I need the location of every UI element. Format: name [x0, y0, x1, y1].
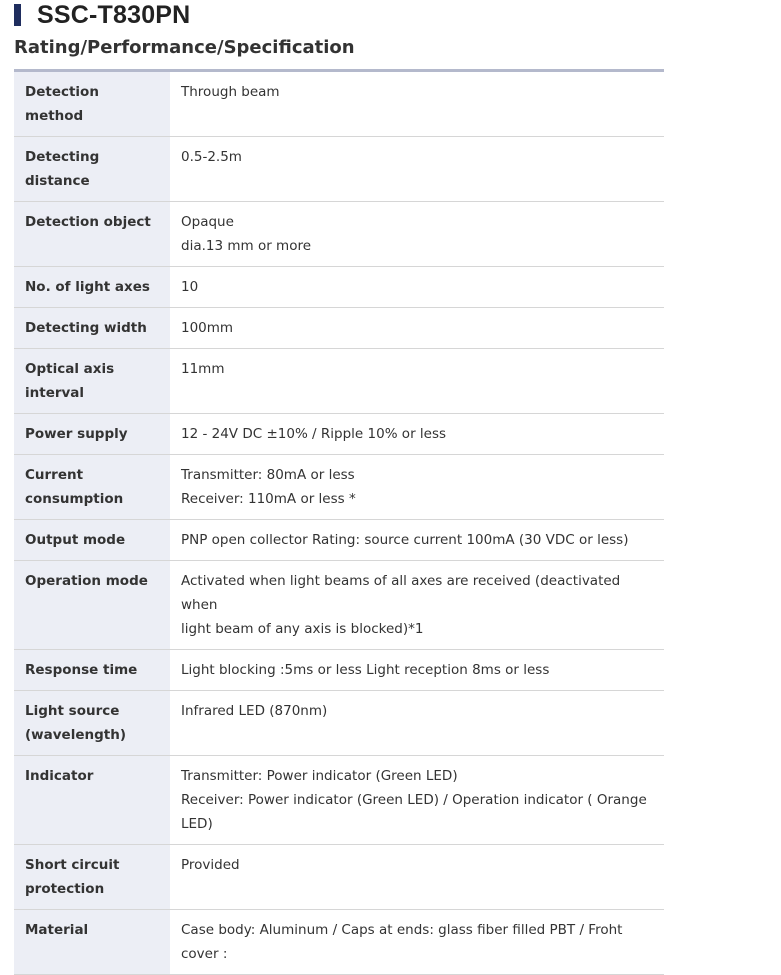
spec-row — [14, 520, 664, 561]
spec-label: Indicator — [25, 768, 94, 784]
spec-label-cell — [14, 455, 170, 520]
spec-value: Transmitter: 80mA or less — [181, 467, 355, 483]
spec-value-cell — [170, 202, 664, 267]
spec-value: 10 — [181, 279, 199, 295]
spec-value: Activated when light beams of all axes are received (deactivated when — [181, 573, 621, 613]
spec-value: Transmitter: Power indicator (Green LED) — [181, 768, 458, 784]
spec-value: Receiver: Power indicator (Green LED) / Operation indicator ( Orange — [181, 792, 647, 808]
spec-row — [14, 455, 664, 520]
spec-value-cell — [170, 137, 664, 202]
spec-label-cell — [14, 756, 170, 845]
spec-label-cell — [14, 137, 170, 202]
spec-row — [14, 308, 664, 349]
spec-value: 12 - 24V DC ±10% / Ripple 10% or less — [181, 426, 447, 442]
spec-row — [14, 561, 664, 650]
spec-value-cell — [170, 349, 664, 414]
spec-value-cell — [170, 455, 664, 520]
spec-label-cell — [14, 691, 170, 756]
spec-label-cell — [14, 72, 170, 137]
spec-value-cell — [170, 308, 664, 349]
spec-label: Optical axis — [25, 361, 115, 377]
spec-label: Detection object — [25, 214, 151, 230]
spec-label: Short circuit — [25, 857, 120, 873]
spec-label: (wavelength) — [25, 727, 126, 743]
spec-label: interval — [25, 385, 85, 401]
spec-value: Through beam — [181, 84, 280, 100]
spec-row — [14, 267, 664, 308]
spec-label: Detection method — [25, 84, 99, 124]
spec-value: Opaque — [181, 214, 234, 230]
spec-value-cell — [170, 267, 664, 308]
spec-value-cell — [170, 414, 664, 455]
spec-value-cell — [170, 910, 664, 975]
title-accent-bar — [14, 4, 21, 26]
spec-label: Current — [25, 467, 84, 483]
spec-value-cell — [170, 520, 664, 561]
spec-value: Provided — [181, 857, 240, 873]
spec-label: Detecting width — [25, 320, 147, 336]
spec-value-cell — [170, 650, 664, 691]
spec-value: Light blocking :5ms or less Light reception 8ms or less — [181, 662, 550, 678]
product-title-text: SSC-T830PN — [37, 0, 191, 29]
spec-label: Detecting distance — [25, 149, 100, 189]
spec-label: Response time — [25, 662, 138, 678]
spec-label-cell — [14, 650, 170, 691]
spec-value: 100mm — [181, 320, 234, 336]
spec-value-cell — [170, 561, 664, 650]
spec-row — [14, 650, 664, 691]
spec-value: Infrared LED (870nm) — [181, 703, 328, 719]
spec-row — [14, 910, 664, 975]
spec-row — [14, 72, 664, 137]
spec-row — [14, 202, 664, 267]
spec-label: Material — [25, 922, 89, 938]
spec-row — [14, 691, 664, 756]
spec-label: Operation mode — [25, 573, 148, 589]
spec-value-cell — [170, 756, 664, 845]
spec-label-cell — [14, 910, 170, 975]
spec-label-cell — [14, 520, 170, 561]
section-heading: Rating/Performance/Specification — [14, 37, 355, 58]
spec-value: dia.13 mm or more — [181, 238, 312, 254]
spec-label-cell — [14, 349, 170, 414]
spec-label-cell — [14, 414, 170, 455]
spec-label-cell — [14, 202, 170, 267]
spec-value-cell — [170, 72, 664, 137]
spec-value: Case body: Aluminum / Caps at ends: glass fiber filled PBT / Froht cover : — [181, 922, 623, 962]
spec-value: Receiver: 110mA or less * — [181, 491, 356, 507]
spec-label: Light source — [25, 703, 120, 719]
spec-label: consumption — [25, 491, 124, 507]
spec-row — [14, 845, 664, 910]
spec-row — [14, 137, 664, 202]
spec-label-cell — [14, 267, 170, 308]
spec-row — [14, 414, 664, 455]
spec-value: PNP open collector Rating: source current 100mA (30 VDC or less) — [181, 532, 629, 548]
spec-value: light beam of any axis is blocked)*1 — [181, 621, 424, 637]
spec-label-cell — [14, 308, 170, 349]
product-title — [14, 1, 190, 29]
spec-value: 0.5-2.5m — [181, 149, 242, 165]
spec-label: Output mode — [25, 532, 126, 548]
spec-label: Power supply — [25, 426, 128, 442]
specification-table-body — [14, 72, 664, 975]
spec-label-cell — [14, 845, 170, 910]
spec-row — [14, 756, 664, 845]
spec-row — [14, 349, 664, 414]
spec-value: 11mm — [181, 361, 225, 377]
spec-label: protection — [25, 881, 105, 897]
spec-value-cell — [170, 845, 664, 910]
spec-label-cell — [14, 561, 170, 650]
spec-label: No. of light axes — [25, 279, 150, 295]
specification-table — [14, 72, 664, 975]
spec-value-cell — [170, 691, 664, 756]
spec-value: LED) — [181, 816, 213, 832]
